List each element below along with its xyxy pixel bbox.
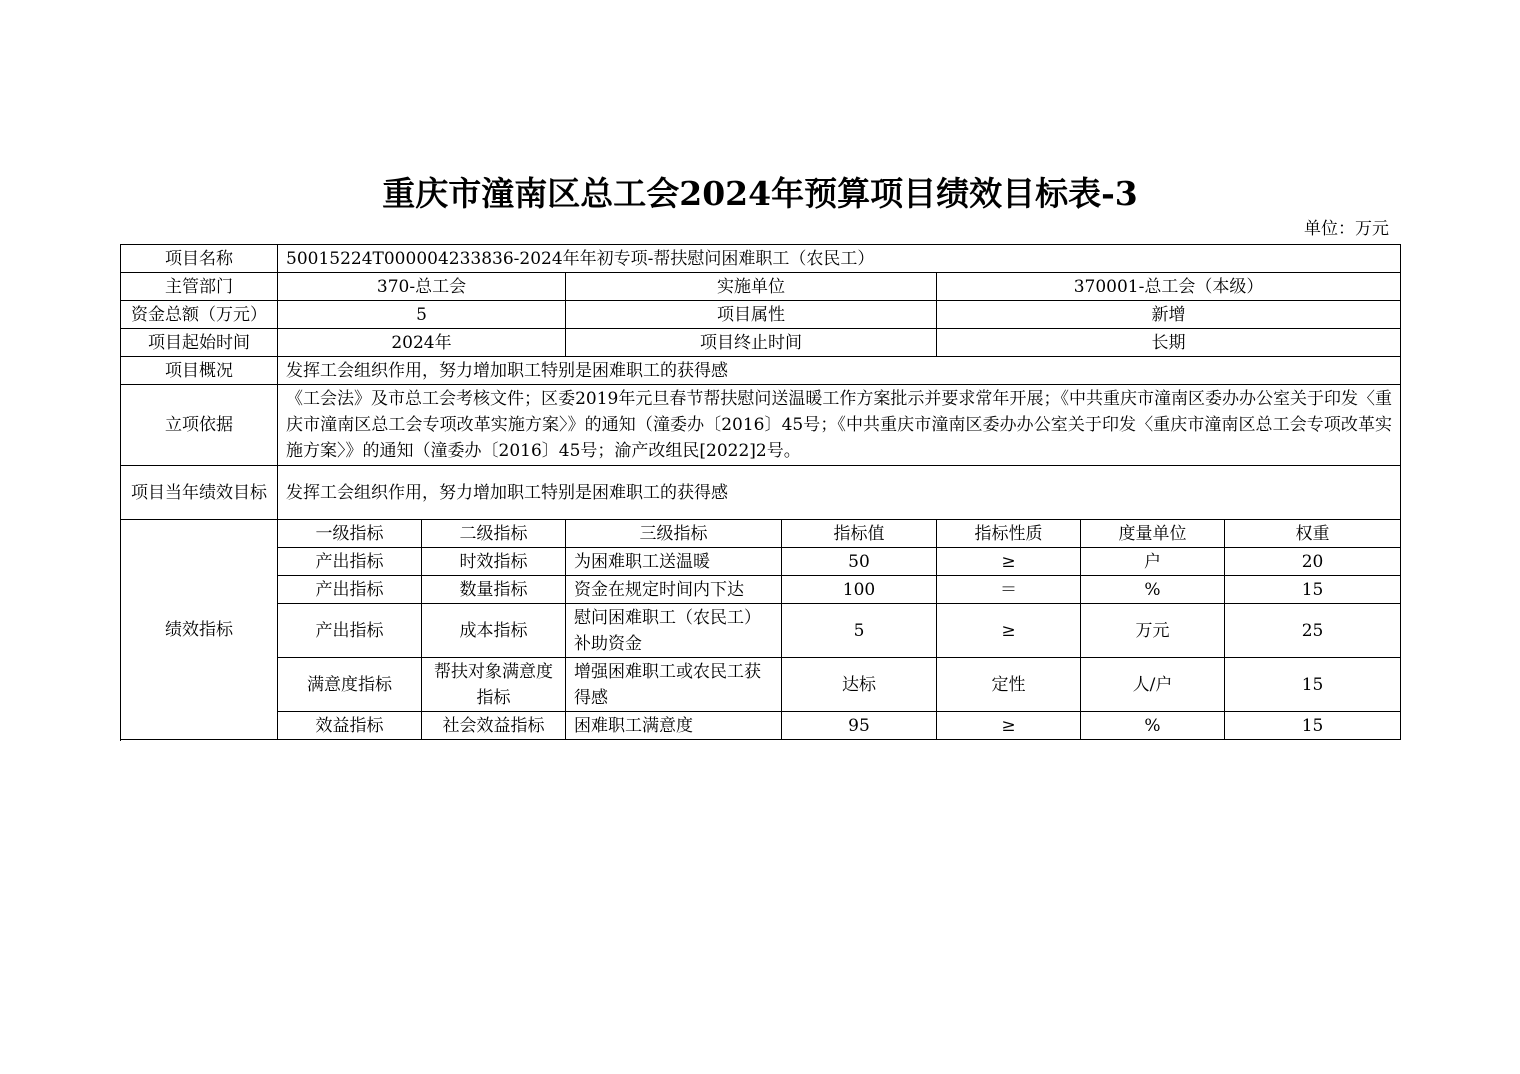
- value-cell: 95: [782, 712, 937, 740]
- start-value: 2024年: [278, 329, 566, 357]
- overview-value: 发挥工会组织作用，努力增加职工特别是困难职工的获得感: [278, 357, 1401, 385]
- indicator-row: [121, 604, 1401, 658]
- nature-cell: ≥: [937, 604, 1081, 658]
- start-label: 项目起始时间: [121, 329, 278, 357]
- table-row: [121, 466, 1401, 520]
- unit-label: 单位：万元: [1304, 219, 1389, 239]
- overview-label: 项目概况: [121, 357, 278, 385]
- project-name-label: 项目名称: [121, 245, 278, 273]
- fund-label: 资金总额（万元）: [121, 301, 278, 329]
- nature-cell: ≥: [937, 712, 1081, 740]
- level1-cell: 产出指标: [278, 604, 422, 658]
- header-weight: 权重: [1225, 520, 1401, 548]
- attr-label: 项目属性: [566, 301, 937, 329]
- header-unit: 度量单位: [1081, 520, 1225, 548]
- unit-cell: 万元: [1081, 604, 1225, 658]
- end-value: 长期: [937, 329, 1401, 357]
- level2-cell: 成本指标: [422, 604, 566, 658]
- level1-cell: 满意度指标: [278, 658, 422, 712]
- table-row: [121, 357, 1401, 385]
- goal-value: 发挥工会组织作用，努力增加职工特别是困难职工的获得感: [278, 466, 1401, 520]
- weight-cell: 15: [1225, 658, 1401, 712]
- level2-cell: 数量指标: [422, 576, 566, 604]
- weight-cell: 25: [1225, 604, 1401, 658]
- level3-cell: 资金在规定时间内下达: [566, 576, 782, 604]
- header-nature: 指标性质: [937, 520, 1081, 548]
- weight-cell: 15: [1225, 576, 1401, 604]
- level1-cell: 产出指标: [278, 576, 422, 604]
- level2-cell: 帮扶对象满意度指标: [422, 658, 566, 712]
- impl-label: 实施单位: [566, 273, 937, 301]
- nature-cell: ＝: [937, 576, 1081, 604]
- unit-cell: %: [1081, 576, 1225, 604]
- header-level2: 二级指标: [422, 520, 566, 548]
- indicator-row: [121, 712, 1401, 740]
- indicator-row: [121, 658, 1401, 712]
- table-row: [121, 329, 1401, 357]
- value-cell: 100: [782, 576, 937, 604]
- basis-value: 《工会法》及市总工会考核文件；区委2019年元旦春节帮扶慰问送温暖工作方案批示并要求常年开展；《中共重庆市潼南区委办办公室关于印发〈重庆市潼南区总工会专项改革实施方案〉》的通知（潼委办〔2016〕45号；《中共重庆市潼南区委办办公室关于印发〈重庆市潼南区总工会专项改革实施方案〉》的通知（潼委办〔2016〕45号；渝产改组民[2022]2号。: [278, 385, 1401, 466]
- value-cell: 50: [782, 548, 937, 576]
- weight-cell: 20: [1225, 548, 1401, 576]
- header-level3: 三级指标: [566, 520, 782, 548]
- page-title: 重庆市潼南区总工会2024年预算项目绩效目标表-3: [382, 174, 1138, 213]
- nature-cell: 定性: [937, 658, 1081, 712]
- indicator-row: [121, 576, 1401, 604]
- project-name-value: 50015224T000004233836-2024年年初专项-帮扶慰问困难职工（农民工）: [278, 245, 1401, 273]
- value-cell: 5: [782, 604, 937, 658]
- attr-value: 新增: [937, 301, 1401, 329]
- indicator-row: [121, 548, 1401, 576]
- level2-cell: 时效指标: [422, 548, 566, 576]
- unit-cell: %: [1081, 712, 1225, 740]
- table-row: [121, 245, 1401, 273]
- nature-cell: ≥: [937, 548, 1081, 576]
- unit-cell: 人/户: [1081, 658, 1225, 712]
- fund-value: 5: [278, 301, 566, 329]
- header-value: 指标值: [782, 520, 937, 548]
- performance-target-table: [120, 244, 1401, 740]
- dept-value: 370-总工会: [278, 273, 566, 301]
- table-row: [121, 385, 1401, 466]
- weight-cell: 15: [1225, 712, 1401, 740]
- table-row: [121, 301, 1401, 329]
- goal-label: 项目当年绩效目标: [121, 466, 278, 520]
- table-row: [121, 273, 1401, 301]
- indicator-header-row: [121, 520, 1401, 548]
- level2-cell: 社会效益指标: [422, 712, 566, 740]
- indicators-section-label: 绩效指标: [121, 520, 278, 740]
- level3-cell: 增强困难职工或农民工获得感: [566, 658, 782, 712]
- value-cell: 达标: [782, 658, 937, 712]
- basis-label: 立项依据: [121, 385, 278, 466]
- level3-cell: 困难职工满意度: [566, 712, 782, 740]
- level1-cell: 产出指标: [278, 548, 422, 576]
- unit-cell: 户: [1081, 548, 1225, 576]
- level1-cell: 效益指标: [278, 712, 422, 740]
- level3-cell: 慰问困难职工（农民工）补助资金: [566, 604, 782, 658]
- dept-label: 主管部门: [121, 273, 278, 301]
- impl-value: 370001-总工会（本级）: [937, 273, 1401, 301]
- end-label: 项目终止时间: [566, 329, 937, 357]
- header-level1: 一级指标: [278, 520, 422, 548]
- level3-cell: 为困难职工送温暖: [566, 548, 782, 576]
